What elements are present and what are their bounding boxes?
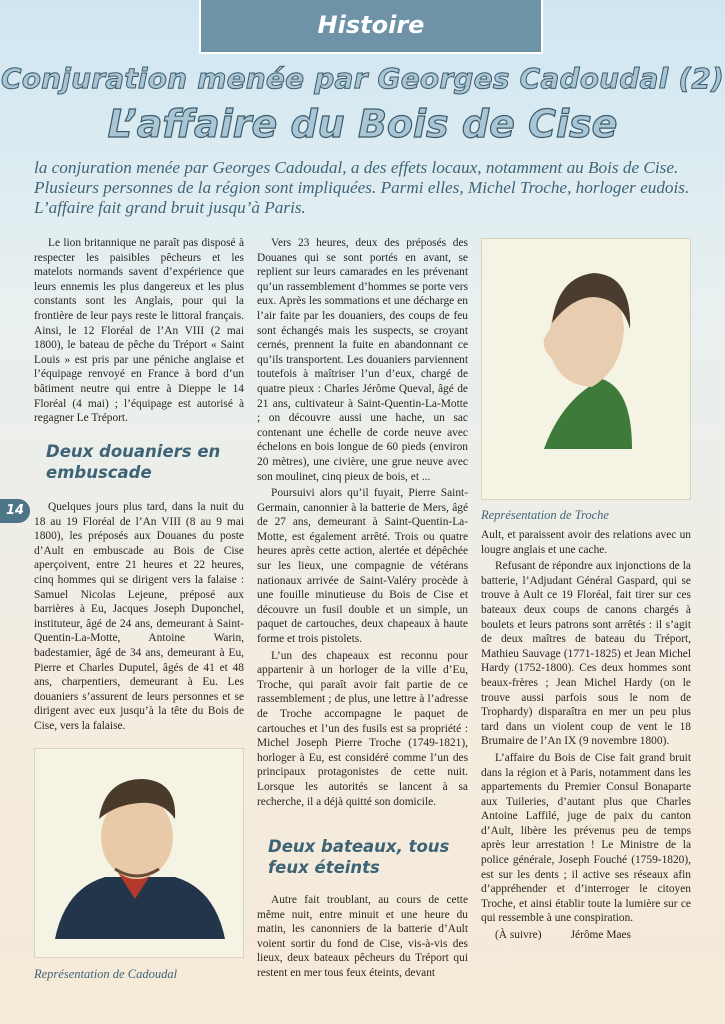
section-tab: Histoire (199, 0, 543, 54)
author: Jérôme Maes (570, 929, 631, 942)
signature-line (481, 928, 691, 943)
column-2-top (257, 236, 468, 811)
paragraph: L’affaire du Bois de Cise fait grand bruit dans la région et à Paris, notamment dans les appartements du Premier Consul Bonaparte aux Tuileries, d’autant plus que Charles Antoine Laffilé, juge de paix du canton d’Ault, libère les prévenus peu de temps après leur arrestation ! Le Ministre de la police générale, Joseph Fouché (1759-1820), est sur les dents ; il active ses réseaux afin d’appréhender et d’interroger le citoyen Troche, et ainsi établir toute la lumière sur ce qui ressemble à une conspiration. (481, 751, 691, 925)
page-number: 14 (0, 499, 30, 523)
column-1-top (34, 236, 244, 428)
troche-portrait-drawing (482, 239, 690, 499)
subheading-bateaux: Deux bateaux, tous feux éteints (268, 837, 450, 877)
troche-portrait (481, 238, 691, 500)
to-follow: (À suivre) (495, 929, 542, 942)
paragraph: Autre fait troublant, au cours de cette même nuit, entre minuit et une heure du matin, les canonniers de la batterie d’Ault voient sortir du fond de Cise, vis-à-vis des lieux, deux bateaux pêcheurs du Tréport qui restent en mer tous feux éteints, devant (257, 894, 468, 979)
subheading-douaniers: Deux douaniers en embuscade (46, 442, 221, 482)
paragraph: Poursuivi alors qu’il fuyait, Pierre Saint-Germain, canonnier à la batterie de Mers, âgé de 27 ans, demeurant à Saint-Quentin-La-Motte, est également arrêté. Trois ou quatre heures après cette action, alertée et dépêchée sur les lieux, une compagnie de vétérans nationaux arrivée de Saint-Valéry procède à une fouille minutieuse du Bois de Cise et découvre un fusil double et un simple, un paquet de cartouches, deux chapeaux à haute forme et trois pistolets. (257, 487, 468, 646)
column-2-bottom (257, 893, 468, 983)
caption-troche: Représentation de Troche (481, 508, 609, 522)
column-1-bottom (34, 500, 244, 736)
cadoudal-portrait (34, 748, 244, 958)
paragraph: Le lion britannique ne paraît pas disposé à respecter les paisibles pêcheurs et les matelots normands savent d’expérience que leurs ennemis les plus dangereux et les plus constants sont les Anglais, pour qui la frontière de leur pays reste le littoral français. Ainsi, le 12 Floréal de l’An VIII (2 mai 1800), le bateau de pêche du Tréport « Saint Louis » est pris par une péniche anglaise et l’équipage renvoyé en France à bord d’un bâtiment neutre qui entre à Dieppe le 14 Floréal (4 mai) ; l’équipage est autorisé à regagner Le Tréport. (34, 237, 244, 425)
caption-cadoudal: Représentation de Cadoudal (34, 967, 178, 981)
cadoudal-portrait-drawing (35, 749, 243, 957)
paragraph: Quelques jours plus tard, dans la nuit du 18 au 19 Floréal de l’An VIII (8 au 9 mai 1800), les préposés aux Douanes du poste d’Ault en embuscade au Bois de Cise aperçoivent, entre 21 heures et 22 heures, cinq hommes qui se dirigent vers la falaise : Samuel Nicolas Lejeune, préposé aux barrières à Eu, Jacques Joseph Duponchel, instituteur, âgé de 24 ans, demeurant à Saint-Quentin-La-Motte, Antoine Warin, badestamier, âgé de 34 ans, demeurant à Eu, Pierre et Charles Duputel, âgés de 41 et 48 ans, charpentiers, demeurant à Eu. Les douaniers s’assurent de leurs personnes et se dirigent avec eux jusqu’à la tête du Bois de Cise, vers la falaise. (34, 501, 244, 732)
paragraph: Vers 23 heures, deux des préposés des Douanes qui se sont portés en avant, se replient sur leurs camarades en les prévenant qu’un rassemblement d’hommes se porte vers eux. Après les sommations et une décharge en l’air faite par les douaniers, des coups de feu sont échangés mais les suspects, se croyant cernés, prennent la fuite en abandonnant ce qu’ils transportent. Les douaniers parviennent toutefois à maîtriser l’un d’eux, chargé de quatre pieux : Charles Jérôme Queval, âgé de 21 ans, cultivateur à Saint-Quentin-La-Motte ; on découvre aussi une hache, un sac contenant une échelle de corde neuve avec échelons en bois longue de 60 pieds (environ 20 mètres), une civière, une grue neuve avec son moulinet, cinq pieux de bois, et ... (257, 237, 468, 483)
paragraph: Ault, et paraissent avoir des relations avec un lougre anglais et une cache. (481, 529, 691, 556)
paragraph: L’un des chapeaux est reconnu pour appartenir à un horloger de la ville d’Eu, Troche, qui paraît avoir fait partie de ce rassemblement ; de plus, une lettre à l’adresse de Troche accompagne le paquet de cartouches et l’un des fusils est sa propriété : Michel Joseph Pierre Troche (1749-1821), horloger à Eu, est considéré comme l’un des principaux protagonistes de cette nuit. Lorsque les autorités se lancent à sa recherche, il a déjà quitté son domicile. (257, 649, 468, 808)
paragraph: Refusant de répondre aux injonctions de la batterie, l’Adjudant Général Gaspard, qui se trouve à Ault ce 19 Floréal, fait tirer sur ces bateaux deux coups de canons chargés à boulets et leurs patrons sont arrêtés : il s’agit de deux maîtres de bateau du Tréport, Mathieu Sauvage (1771-1825) et Jean Michel Hardy (1752-1800). Ces deux hommes sont beaux-frères ; Jean Michel Hardy (on le trouve aussi parfois sous le nom de Trophardy) disparaîtra en mer un peu plus tard dans un violent coup de vent le 18 Brumaire de l’An IX (9 novembre 1800). (481, 560, 691, 748)
article-headline: L’affaire du Bois de Cise (107, 102, 618, 146)
article-kicker: Conjuration menée par Georges Cadoudal (2) (0, 62, 725, 95)
column-3 (481, 528, 691, 943)
article-lead: la conjuration menée par Georges Cadoudal, a des effets locaux, notamment au Bois de Cise. Plusieurs personnes de la région sont impliquées. Parmi elles, Michel Troche, horloger eudois. L’affaire fait grand bruit jusqu’à Paris. (34, 158, 690, 217)
